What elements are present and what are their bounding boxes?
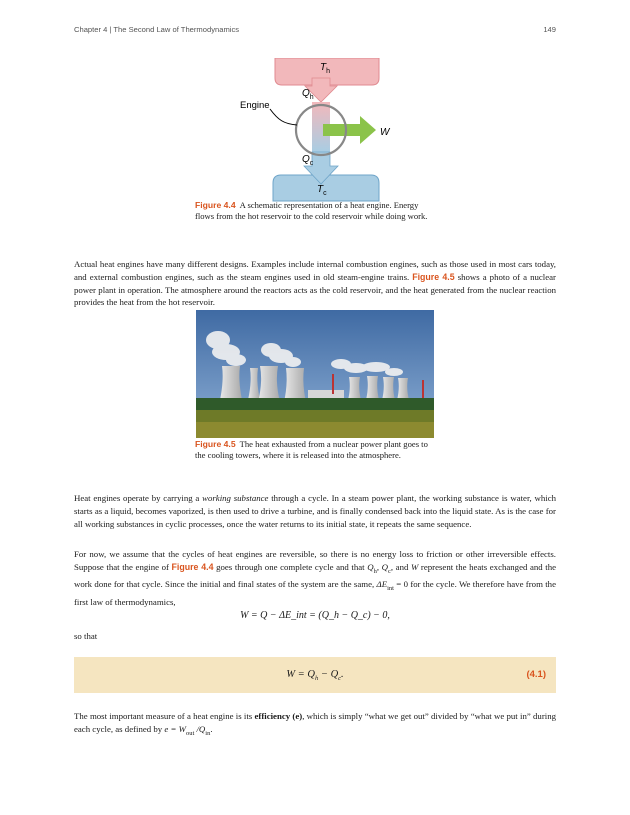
paragraph-working-substance: Heat engines operate by carrying a working substance through a cycle. In a steam power plant, the working substance is water, which starts as a liquid, becomes vaporized, is then used to drive a turbine, and is finally condensed back into the liquid state. As is the case for all working substances in cyclic processes, once the water returns to its initial state, it repeats the same sequence. [74,493,557,529]
efficiency-term: efficiency (e) [254,711,303,721]
figure-4-4-caption [195,200,435,223]
equation-4-1-box [74,657,556,693]
label-qc: $Q_c$ [302,154,314,167]
first-law-equation: W = Q − ΔE_int = (Q_h − Q_c) − 0, [240,610,390,621]
figure-label: Figure 4.4 [195,200,236,210]
work-arrow [323,116,376,144]
figure-4-5-link[interactable]: Figure 4.5 [412,271,455,282]
so-that-text: so that [74,631,98,641]
caption-text: A schematic representation of a heat engine. Energy flows from the hot reservoir to the cold reservoir while doing work. [195,200,428,222]
figure-label: Figure 4.5 [195,439,236,449]
label-th: $T_h$ [320,62,331,75]
caption-text: The heat exhausted from a nuclear power plant goes to the cooling towers, where it is released into the atmosphere. [195,439,428,461]
equation-number: (4.1) [526,669,546,680]
page-number: 149 [543,25,556,34]
label-engine: Engine [240,100,270,111]
working-substance-term: working substance [202,493,269,503]
heat-engine-diagram [220,58,420,203]
chapter-title: Chapter 4 | The Second Law of Thermodynamics [74,25,240,34]
nuclear-plant-photo [196,310,434,438]
figure-4-5-caption [195,439,435,462]
engine-pointer-line [270,109,297,125]
label-w: W [380,127,390,138]
paragraph-reversible-cycles: For now, we assume that the cycles of heat engines are reversible, so there is no energy loss to friction or other irreversible effects. Suppose that the engine of Figure 4.4 goes through one complete cycle and that $Q_h$, $Q_c$, and W represent the heats exchanged and the work done for that cycle. Since the initial and final states of the system are the same, $\Delta E_{int} = 0$ for the cycle. We therefore have from the first law of thermodynamics, [74,549,557,607]
equation-4-1: $W = Q_h - Q_c$. [286,669,344,683]
label-qh: $Q_h$ [302,88,314,101]
figure-4-4-link[interactable]: Figure 4.4 [171,561,214,572]
label-tc: $T_c$ [317,184,327,197]
paragraph-efficiency: The most important measure of a heat engine is its efficiency (e), which is simply “what we get out” divided by “what we put in” during each cycle, as defined by $e = W_{out}$ $/Q_{in}$. [74,711,557,737]
paragraph-heat-engine-designs: Actual heat engines have many different designs. Examples include internal combustion engines, such as those used in most cars today, and external combustion engines, such as the steam engines used in old steam-engine trains. Figure 4.5 shows a photo of a nuclear power plant in operation. The atmosphere around the reactors acts as the cold reservoir, and the heat generated from the nuclear reaction provides the heat from the hot reservoir. [74,259,556,308]
